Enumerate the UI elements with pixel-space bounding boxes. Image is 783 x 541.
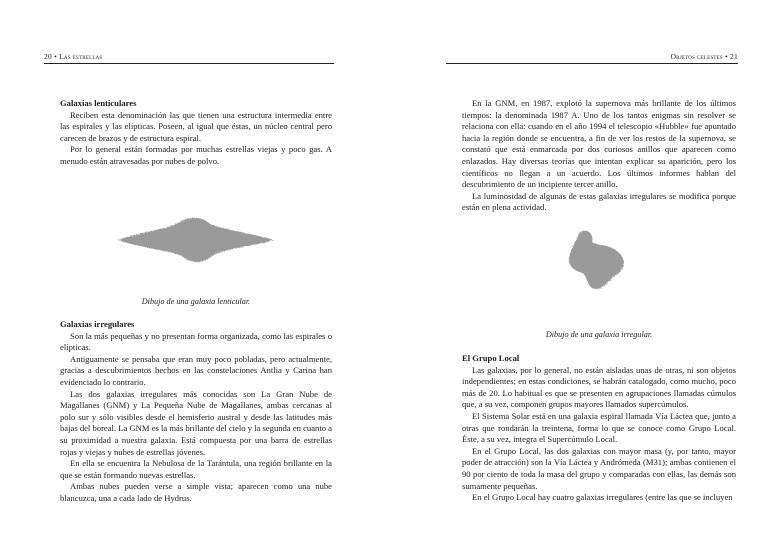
chapter-title: Las estrellas [59,52,103,61]
paragraph: En el Grupo Local hay cuatro galaxias irregulares (entre las que se incluyen [472,492,733,503]
paragraph: En la GNM, en 1987, explotó la supernova más brillante de los últimos tiempos: la denominada 1987 A. Uno de los tantos enigmas sin resolver se relaciona con ella: cuando en el año 1994 el telescopio «Hubble» fue apuntado hacia la región donde se encuentra, a fin de ver los restos de la supernova, se constató que está enmarcada por dos curiosos anillos que aparecen como enlazados. Hay diversas teorías que intentan explicar su aparición, pero los científicos no llegan a un acuerdo. Los últimos informes hablan del descubrimiento de un incipiente tercer anillo. [462,98,736,190]
paragraph: Son la más pequeñas y no presentan forma organizada, como las espirales o elípticas. [60,330,332,353]
paragraph: Ambas nubes pueden verse a simple vista; aparecen como una nube blancuzca, una a cada lado de Hydrus. [60,481,332,503]
chapter-title: Objetos celestes [670,52,723,61]
lenticular-galaxy-drawing-icon [110,212,280,272]
paragraph: Reciben esta denominación las que tienen una estructura intermedia entre las espirales y las elípticas. Poseen, al igual que éstas, un núcleo central pero carecen de brazos y de estructura espiral. [60,109,332,143]
irregular-galaxy-drawing-icon [558,226,638,298]
figure-caption: Dibujo de una galaxia irregular. [545,330,653,339]
section-lenticular [60,98,332,168]
section-supernova [462,98,736,214]
paragraph: Las dos galaxias irregulares más conocidas son La Gran Nube de Magallanes (GNM) y La Pequeña Nube de Magallanes, ambas cercanas al polo sur y sólo visibles desde el hemisferio austral y desde las latitudes más bajas del boreal. La GNM es la más brillante del cielo y la segunda en cuanto a su proximidad a nuestra galaxia. Está compuesta por una barra de estrellas rojas y viejas y nubes de estrellas jóvenes. [60,388,332,457]
section-heading: Galaxias irregulares [60,319,135,329]
paragraph: En el Grupo Local, las dos galaxias con mayor masa (y, por tanto, mayor poder de atracción) son la Vía Láctea y Andrómeda (M31); ambas contienen el 90 por ciento de toda la masa del grupo y comparadas con ellas, las demás son sumamente pequeñas. [462,445,736,491]
section-local-group [462,353,736,504]
section-heading: El Grupo Local [462,353,520,363]
paragraph: Antiguamente se pensaba que eran muy poco pobladas, pero actualmente, gracias a descubrimientos hechos en las constelaciones Antlia y Carina han evidenciado lo contrario. [60,353,332,387]
section-irregular [60,319,332,505]
paragraph: Las galaxias, por lo general, no están aisladas unas de otras, ni son objetos independientes; en estas condiciones, se habrán catalogado, como mucho, poco más de 20. Lo habitual es que se presenten en agrupaciones llamadas cúmulos que, a su vez, componen grupos mayores llamados supercúmulos. [462,364,736,410]
head-separator: • [54,52,57,61]
section-heading: Galaxias lenticulares [60,98,137,108]
right-running-head [446,52,738,64]
page-number: 20 [44,52,52,61]
head-separator: • [725,52,728,61]
page-number: 21 [730,52,738,61]
figure-caption: Dibujo de una galaxia lenticular. [141,297,251,306]
left-running-head [44,52,334,64]
paragraph: El Sistema Solar está en una galaxia espiral llamada Vía Láctea que, junto a otras que rondarán la treintena, forma lo que se conoce como Grupo Local. Éste, a su vez, integra el Supercúmulo Local. [462,410,736,445]
paragraph: En ella se encuentra la Nebulosa de la Tarántula, una región brillante en la que se están formando nuevas estrellas. [60,458,332,480]
paragraph: Por lo general están formadas por muchas estrellas viejas y poco gas. A menudo están atravesadas por nubes de polvo. [60,144,332,166]
paragraph: La luminosidad de algunas de estas galaxias irregulares se modifica porque están en plena actividad. [462,190,736,213]
